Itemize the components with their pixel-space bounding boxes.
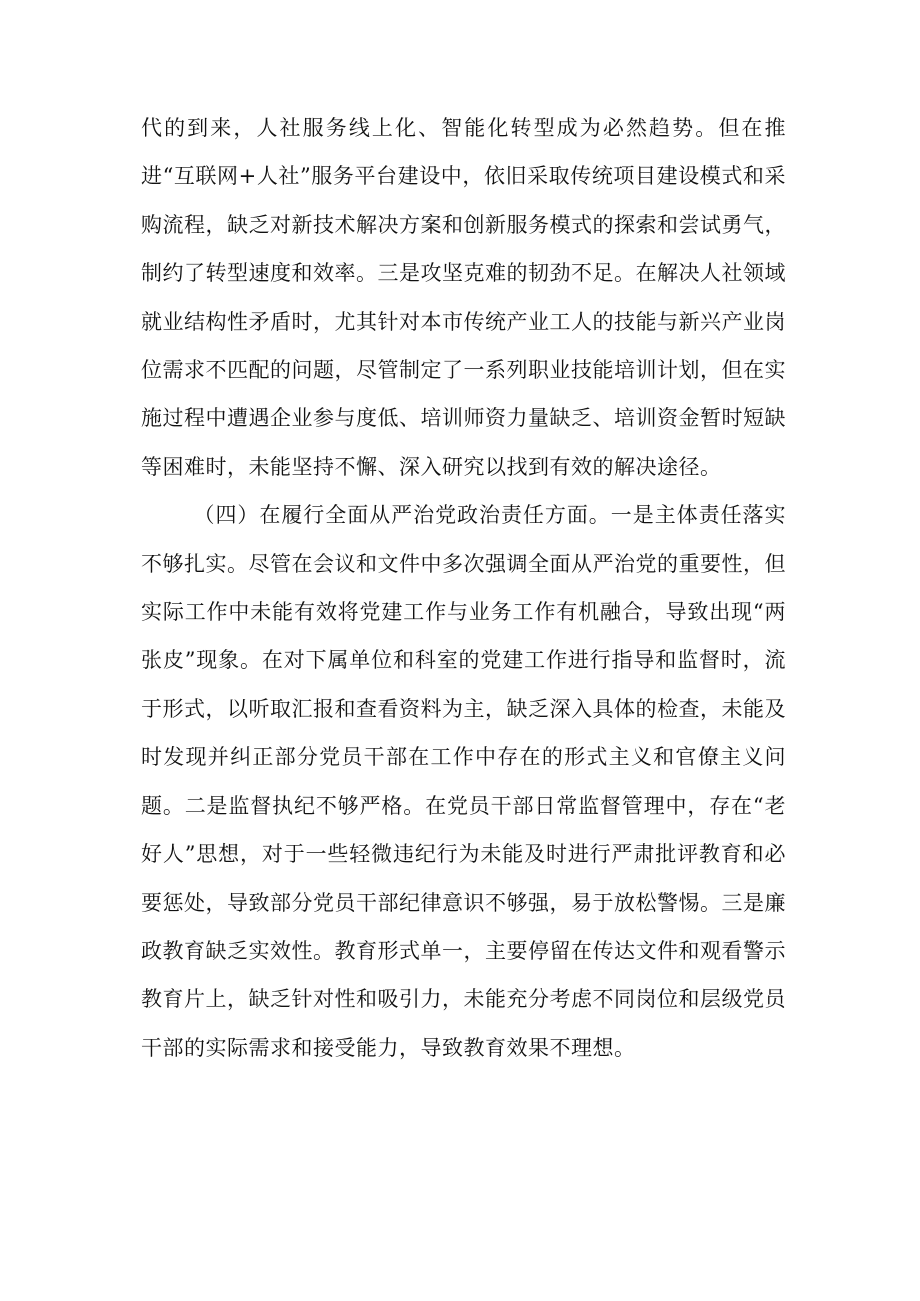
paragraph-section-four: （四）在履行全面从严治党政治责任方面。一是主体责任落实不够扎实。尽管在会议和文件中多次强调全面从严治党的重要性，但实际工作中未能有效将党建工作与业务工作有机融合，导致出现“两张皮”现象。在对下属单位和科室的党建工作进行指导和监督时，流于形式，以听取汇报和查看资料为主，缺乏深入具体的检查，未能及时发现并纠正部分党员干部在工作中存在的形式主义和官僚主义问题。二是监督执纪不够严格。在党员干部日常监督管理中，存在“老好人”思想，对于一些轻微违纪行为未能及时进行严肃批评教育和必要惩处，导致部分党员干部纪律意识不够强，易于放松警惕。三是廉政教育缺乏实效性。教育形式单一，主要停留在传达文件和观看警示教育片上，缺乏针对性和吸引力，未能充分考虑不同岗位和层级党员干部的实际需求和接受能力，导致教育效果不理想。 [141, 503, 786, 1060]
body-text [141, 104, 786, 1072]
paragraph-continuation: 代的到来，人社服务线上化、智能化转型成为必然趋势。但在推进“互联网+人社”服务平台建设中，依旧采取传统项目建设模式和采购流程，缺乏对新技术解决方案和创新服务模式的探索和尝试勇气，制约了转型速度和效率。三是攻坚克难的韧劲不足。在解决人社领域就业结构性矛盾时，尤其针对本市传统产业工人的技能与新兴产业岗位需求不匹配的问题，尽管制定了一系列职业技能培训计划，但在实施过程中遭遇企业参与度低、培训师资力量缺乏、培训资金暂时短缺等困难时，未能坚持不懈、深入研究以找到有效的解决途径。 [141, 116, 786, 479]
